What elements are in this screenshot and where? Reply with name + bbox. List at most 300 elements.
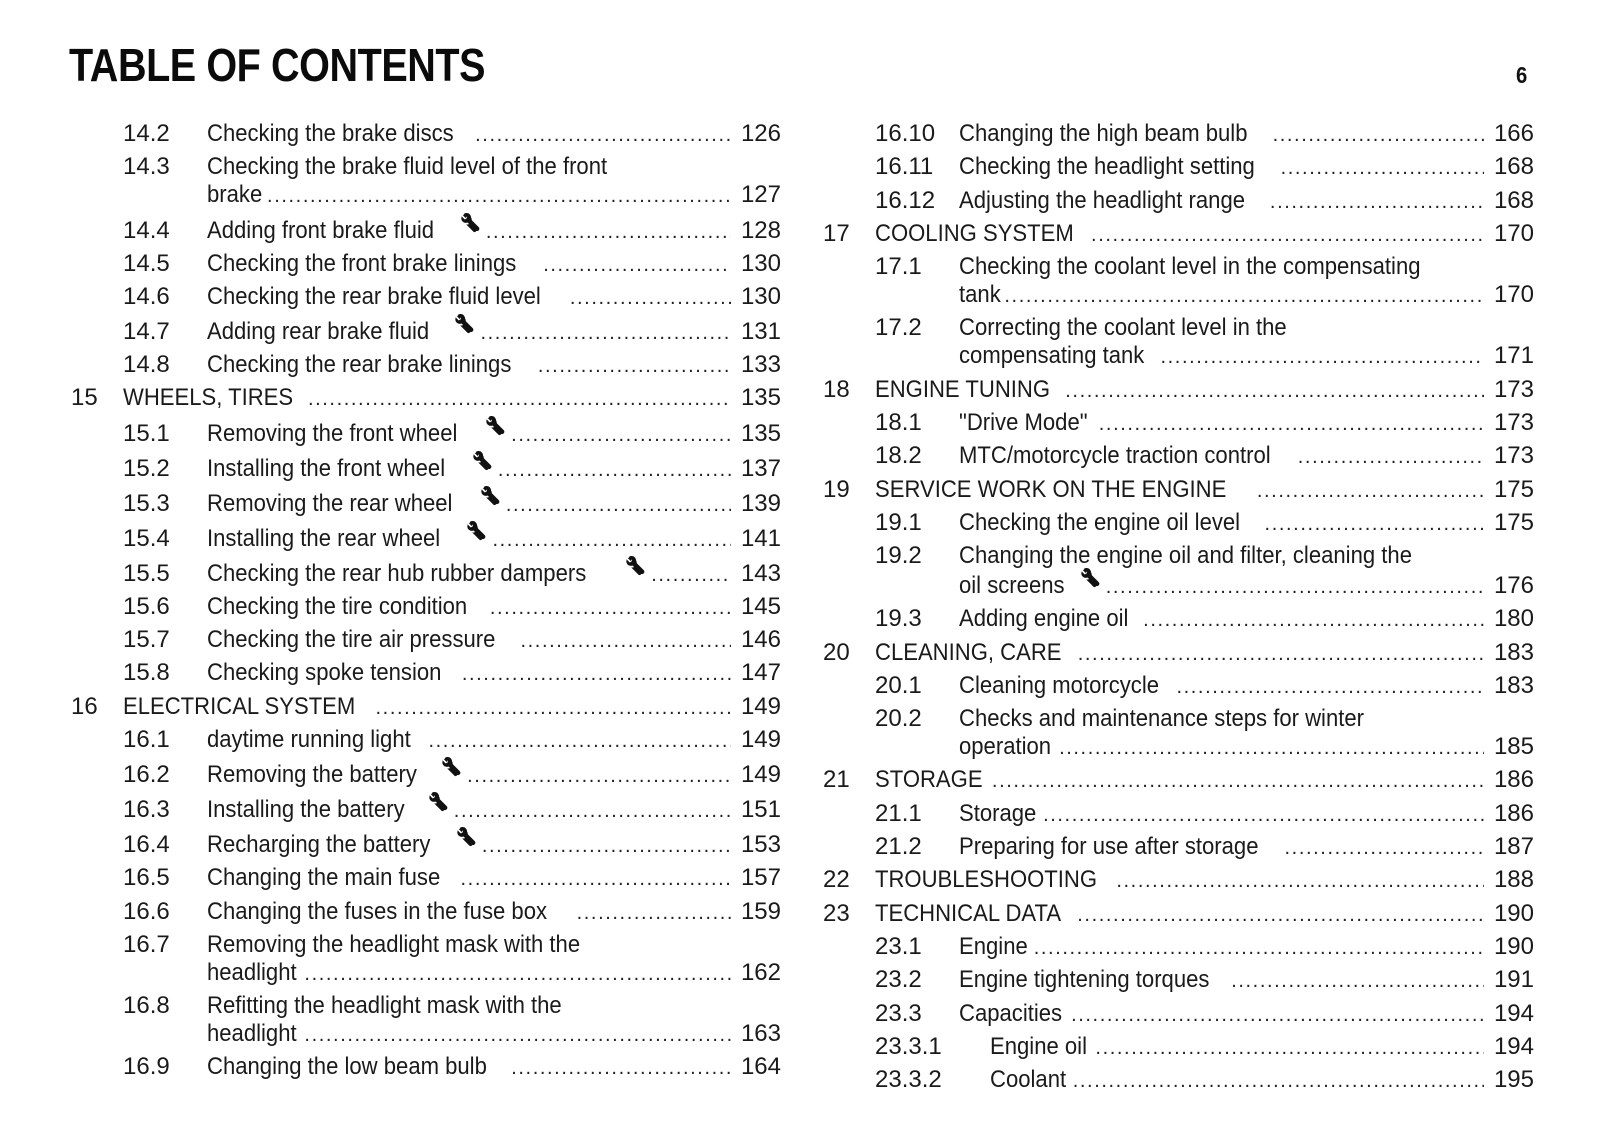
dot-leader [1273,119,1484,152]
toc-section-entry[interactable] [71,928,781,989]
section-title[interactable]: oil screens [959,572,1065,600]
section-title[interactable]: Coolant [990,1066,1067,1094]
section-number: 21.1 [875,799,922,827]
page-reference[interactable]: 173 [1493,409,1534,437]
dot-leader [1043,799,1484,832]
toc-section-entry[interactable] [823,117,1534,150]
section-title[interactable]: ELECTRICAL SYSTEM [123,692,356,720]
page-reference[interactable]: 137 [740,454,781,482]
dot-leader [1091,219,1484,252]
section-number: 14.7 [123,318,170,346]
entry-content [207,1017,781,1052]
section-title[interactable]: operation [959,733,1052,761]
toc-chapter-entry[interactable] [823,636,1534,669]
toc-section-entry[interactable] [823,997,1534,1030]
entry-content [990,1030,1534,1065]
section-title[interactable]: Engine [959,932,1028,960]
section-title[interactable]: tank [959,281,1001,309]
dot-leader [480,315,731,352]
page-reference[interactable]: 183 [1493,638,1534,666]
section-number: 14.2 [123,120,170,147]
section-number: 14.8 [123,351,170,379]
page-reference[interactable]: 183 [1493,671,1534,699]
section-number: 23.3.1 [875,1032,942,1060]
dot-leader [1004,280,1484,313]
section-number: 15.8 [123,659,170,687]
toc-entry-line [823,217,1534,250]
section-title[interactable]: daytime running light [207,725,411,753]
toc-section-entry[interactable] [71,313,781,348]
section-title[interactable]: COOLING SYSTEM [875,219,1074,247]
dot-leader [1257,475,1484,508]
page-reference[interactable]: 130 [740,249,781,277]
toc-entry-line [823,636,1534,669]
page-reference[interactable]: 195 [1493,1066,1534,1094]
section-title[interactable]: Checking the brake fluid level of the front [207,153,608,181]
toc-section-entry[interactable] [823,184,1534,217]
toc-section-entry[interactable] [823,930,1534,963]
entry-content [875,636,1534,671]
page-reference[interactable]: 153 [740,831,781,859]
toc-entry-line [823,184,1534,217]
section-title[interactable]: TECHNICAL DATA [875,899,1062,927]
section-number: 14.4 [123,216,170,244]
section-number: 16.1 [123,725,170,753]
section-title[interactable]: Checking the rear brake fluid level [207,282,541,310]
toc-chapter-entry[interactable] [823,217,1534,250]
dot-leader [1034,932,1484,965]
dot-leader [1285,832,1484,865]
dot-leader [1281,152,1484,185]
section-title[interactable]: Checking the brake discs [207,120,454,147]
dot-leader [651,557,731,594]
section-number: 21 [823,766,850,794]
entry-content [207,415,781,454]
section-title[interactable]: Correcting the coolant level in the [959,314,1287,342]
wrench-icon [428,791,450,813]
section-title[interactable]: Adding rear brake fluid [207,318,430,346]
page-reference[interactable]: 188 [1493,866,1534,894]
toc-entry-line [71,178,781,211]
page-reference[interactable]: 190 [1493,932,1534,960]
wrench-icon [472,450,494,472]
toc-section-entry[interactable] [823,506,1534,539]
section-title[interactable]: Checks and maintenance steps for winter [959,705,1365,733]
dot-leader [1298,441,1484,474]
page-reference[interactable]: 185 [1493,733,1534,761]
dot-leader [1099,408,1484,441]
page-reference[interactable]: 139 [740,489,781,517]
section-title[interactable]: SERVICE WORK ON THE ENGINE [875,475,1227,503]
section-title[interactable]: Checking the engine oil level [959,508,1241,536]
section-number: 23.2 [875,966,922,994]
toc-section-entry[interactable] [71,212,781,247]
page-reference[interactable]: 163 [740,1020,781,1048]
toc-entry-line [823,373,1534,406]
toc-entry-line [71,623,781,656]
section-title[interactable]: ENGINE TUNING [875,375,1051,403]
section-title[interactable]: Cleaning motorcycle [959,671,1160,699]
entry-content [207,450,781,489]
section-number: 16.5 [123,864,170,892]
toc-entry-line [71,212,781,247]
page-reference[interactable]: 141 [740,524,781,552]
dot-leader [1078,638,1484,671]
section-number: 16.10 [875,120,936,147]
section-number: 16.7 [123,930,170,958]
dot-leader [467,758,731,795]
dot-leader [1265,508,1484,541]
page-reference[interactable]: 126 [740,120,781,147]
page-reference[interactable]: 128 [740,216,781,244]
toc-section-entry[interactable] [71,656,781,689]
page-reference[interactable]: 149 [740,761,781,789]
toc-chapter-entry[interactable] [823,473,1534,506]
toc-section-entry[interactable] [71,989,781,1050]
page-reference[interactable]: 131 [740,318,781,346]
dot-leader [1270,186,1484,219]
toc-section-entry[interactable] [71,415,781,450]
section-title[interactable]: Checking the tire condition [207,592,468,620]
section-number: 19.1 [875,508,922,536]
entry-content [123,381,781,416]
dot-leader [538,350,731,383]
entry-content [875,217,1534,252]
toc-entry-line [823,863,1534,896]
page-reference[interactable]: 168 [1493,186,1534,214]
toc-chapter-entry[interactable] [823,897,1534,930]
toc-section-entry[interactable] [71,895,781,928]
toc-entry-line [823,602,1534,635]
section-title[interactable]: "Drive Mode" [959,409,1088,437]
toc-section-entry[interactable] [823,539,1534,602]
toc-entry-line [71,1017,781,1050]
section-title[interactable]: Engine tightening torques [959,966,1210,994]
page-reference[interactable]: 171 [1493,342,1534,370]
page-reference[interactable]: 159 [740,897,781,925]
toc-entry-line [71,381,781,414]
section-title[interactable]: Checking the front brake linings [207,249,517,277]
dot-leader [1073,1065,1484,1098]
section-title[interactable]: Changing the engine oil and filter, cleaning the [959,542,1412,570]
toc-section-entry[interactable] [823,439,1534,472]
toc-section-entry[interactable] [823,702,1534,763]
section-title[interactable]: Recharging the battery [207,831,431,859]
toc-section-entry[interactable] [823,830,1534,863]
dot-leader [1059,732,1484,765]
section-title[interactable]: Checking the headlight setting [959,153,1255,181]
page-reference[interactable]: 194 [1493,999,1534,1027]
section-title[interactable]: Removing the headlight mask with the [207,930,581,958]
toc-entry-line [823,669,1534,702]
entry-content [959,406,1534,441]
toc-entry-line [71,117,781,150]
section-title[interactable]: Changing the low beam bulb [207,1053,487,1081]
toc-entry-line [823,797,1534,830]
page-reference[interactable]: 170 [1493,281,1534,309]
page-reference[interactable]: 180 [1493,605,1534,633]
toc-section-entry[interactable] [823,1030,1534,1063]
entry-content [959,117,1534,152]
toc-entry-line [823,730,1534,763]
toc-entry-line [823,702,1534,733]
toc-chapter-entry[interactable] [71,690,781,723]
toc-section-entry[interactable] [823,669,1534,702]
toc-section-entry[interactable] [71,590,781,623]
entry-content [959,730,1534,765]
toc-section-entry[interactable] [71,280,781,313]
toc-chapter-entry[interactable] [71,381,781,414]
toc-entry-line [823,567,1534,602]
section-number: 18.2 [875,442,922,470]
page-reference[interactable]: 127 [740,181,781,209]
section-title[interactable]: Adding front brake fluid [207,216,435,244]
entry-content [959,797,1534,832]
toc-entry-line [71,450,781,485]
section-title[interactable]: Installing the rear wheel [207,524,441,552]
dot-leader [304,1019,731,1052]
section-title[interactable]: STORAGE [875,766,983,794]
entry-content [875,373,1534,408]
toc-entry-line [71,150,781,181]
entry-content [207,280,781,315]
section-title[interactable]: Engine oil [990,1032,1087,1060]
toc-section-entry[interactable] [71,555,781,590]
dot-leader [482,828,731,865]
toc-entry-line [71,756,781,791]
toc-section-entry[interactable] [71,150,781,211]
entry-content [207,178,781,213]
toc-entry-line [823,311,1534,342]
entry-content [959,278,1534,313]
page-reference[interactable]: 191 [1493,966,1534,994]
toc-section-entry[interactable] [71,826,781,861]
dot-leader [267,180,731,213]
page-reference[interactable]: 149 [740,725,781,753]
toc-entry-line [71,690,781,723]
dot-leader [1106,569,1484,606]
toc-entry-line [823,763,1534,796]
section-number: 15.3 [123,489,170,517]
page-reference[interactable]: 143 [740,559,781,587]
page-reference[interactable]: 164 [740,1053,781,1081]
dot-leader [1071,999,1484,1032]
section-number: 15.4 [123,524,170,552]
page-reference[interactable]: 130 [740,282,781,310]
page-reference[interactable]: 149 [740,692,781,720]
dot-leader [520,625,731,658]
page-reference[interactable]: 187 [1493,833,1534,861]
page-reference[interactable]: 190 [1493,899,1534,927]
entry-content [959,567,1534,606]
toc-chapter-entry[interactable] [823,863,1534,896]
page-reference[interactable]: 147 [740,659,781,687]
page-reference[interactable]: 157 [740,864,781,892]
page-reference[interactable]: 170 [1493,219,1534,247]
dot-leader [1065,375,1484,408]
dot-leader [1143,604,1484,637]
page-reference[interactable]: 145 [740,592,781,620]
toc-section-entry[interactable] [71,520,781,555]
section-title[interactable]: Checking the rear brake linings [207,351,512,379]
section-title[interactable]: CLEANING, CARE [875,638,1062,666]
section-title[interactable]: Adjusting the headlight range [959,186,1246,214]
toc-entry-line [71,485,781,520]
entry-content [207,826,781,865]
section-title[interactable]: Installing the battery [207,796,405,824]
section-title[interactable]: Checking the coolant level in the compensating [959,253,1421,281]
toc-section-entry[interactable] [823,602,1534,635]
section-number: 15.7 [123,626,170,654]
section-number: 23.3 [875,999,922,1027]
toc-entry-line [823,250,1534,281]
toc-section-entry[interactable] [71,756,781,791]
toc-entry-line [823,339,1534,372]
entry-content [875,763,1534,798]
section-number: 20 [823,638,850,666]
page-reference[interactable]: 166 [1493,120,1534,147]
toc-entry-line [823,1063,1534,1096]
section-title[interactable]: MTC/motorcycle traction control [959,442,1271,470]
section-title[interactable]: WHEELS, TIRES [123,384,294,412]
section-title[interactable]: Changing the main fuse [207,864,441,892]
toc-entry-line [823,278,1534,311]
toc-entry-line [823,539,1534,570]
section-number: 22 [823,866,850,894]
toc-section-entry[interactable] [71,485,781,520]
section-title[interactable]: Checking spoke tension [207,659,442,687]
toc-entry-line [71,247,781,280]
page-reference[interactable]: 194 [1493,1032,1534,1060]
section-title[interactable]: Installing the front wheel [207,454,446,482]
entry-content [959,602,1534,637]
page-reference[interactable]: 186 [1493,799,1534,827]
toc-chapter-entry[interactable] [823,763,1534,796]
page-reference[interactable]: 151 [740,796,781,824]
toc-section-entry[interactable] [71,348,781,381]
page-reference[interactable]: 173 [1493,375,1534,403]
dot-leader [1160,341,1484,374]
page-reference[interactable]: 135 [740,419,781,447]
section-number: 19.3 [875,605,922,633]
toc-section-entry[interactable] [823,1063,1534,1096]
section-title[interactable]: brake [207,181,263,209]
section-title[interactable]: headlight [207,1020,297,1048]
section-number: 19.2 [875,542,922,570]
toc-section-entry[interactable] [71,1050,781,1083]
toc-entry-line [823,963,1534,996]
page-reference[interactable]: 146 [740,626,781,654]
toc-entry-line [71,928,781,956]
toc-section-entry[interactable] [823,311,1534,372]
toc-section-entry[interactable] [71,117,781,150]
section-title[interactable]: compensating tank [959,342,1145,370]
page-reference[interactable]: 186 [1493,766,1534,794]
entry-content [207,756,781,795]
section-number: 15.6 [123,592,170,620]
page-reference[interactable]: 133 [740,351,781,379]
section-number: 16 [71,692,98,720]
section-number: 21.2 [875,833,922,861]
page-reference[interactable]: 162 [740,958,781,986]
toc-section-entry[interactable] [823,150,1534,183]
dot-leader [1231,965,1484,998]
entry-content [959,963,1534,998]
toc-section-entry[interactable] [823,250,1534,311]
toc-section-entry[interactable] [71,450,781,485]
page-reference[interactable]: 173 [1493,442,1534,470]
section-title[interactable]: Checking the rear hub rubber dampers [207,559,587,587]
section-title[interactable]: Changing the high beam bulb [959,120,1248,147]
entry-content [207,956,781,991]
toc-entry-line [71,989,781,1020]
section-title[interactable]: Refitting the headlight mask with the [207,992,562,1020]
section-title[interactable]: Preparing for use after storage [959,833,1259,861]
section-title[interactable]: Removing the battery [207,761,417,789]
page-reference[interactable]: 135 [740,384,781,412]
toc-section-entry[interactable] [71,247,781,280]
toc-entry-line [823,439,1534,472]
entry-content [990,1063,1534,1098]
entry-content [207,555,781,594]
toc-section-entry[interactable] [71,861,781,894]
section-title[interactable]: Removing the rear wheel [207,489,453,517]
section-number: 16.4 [123,831,170,859]
toc-chapter-entry[interactable] [823,373,1534,406]
section-number: 14.3 [123,153,170,181]
entry-content [959,439,1534,474]
entry-content [207,656,781,691]
section-title[interactable]: headlight [207,958,297,986]
toc-section-entry[interactable] [71,623,781,656]
page-reference[interactable]: 175 [1493,508,1534,536]
section-title[interactable]: Storage [959,799,1037,827]
section-number: 18.1 [875,409,922,437]
section-title[interactable]: TROUBLESHOOTING [875,866,1098,894]
wrench-icon [485,415,507,437]
section-number: 18 [823,375,850,403]
toc-section-entry[interactable] [71,791,781,826]
page-reference[interactable]: 168 [1493,153,1534,181]
entry-content [207,247,781,282]
dot-leader [1095,1032,1484,1065]
entry-content [207,861,781,896]
section-title[interactable]: Adding engine oil [959,605,1129,633]
toc-section-entry[interactable] [823,963,1534,996]
toc-entry-line [71,656,781,689]
toc-section-entry[interactable] [823,797,1534,830]
section-number: 14.5 [123,249,170,277]
entry-content [875,897,1534,932]
section-title[interactable]: Capacities [959,999,1063,1027]
section-title[interactable]: Checking the tire air pressure [207,626,496,654]
page-reference[interactable]: 176 [1493,572,1534,600]
section-title[interactable]: Removing the front wheel [207,419,458,447]
toc-entry-line [823,997,1534,1030]
entry-content [207,485,781,524]
toc-entry-line [71,956,781,989]
section-number: 16.6 [123,897,170,925]
entry-content [959,997,1534,1032]
section-title[interactable]: Changing the fuses in the fuse box [207,897,548,925]
toc-entry-line [71,280,781,313]
toc-section-entry[interactable] [823,406,1534,439]
dot-leader [511,1052,731,1085]
dot-leader [462,658,731,691]
section-number: 16.3 [123,796,170,824]
page-reference[interactable]: 175 [1493,475,1534,503]
toc-section-entry[interactable] [71,723,781,756]
